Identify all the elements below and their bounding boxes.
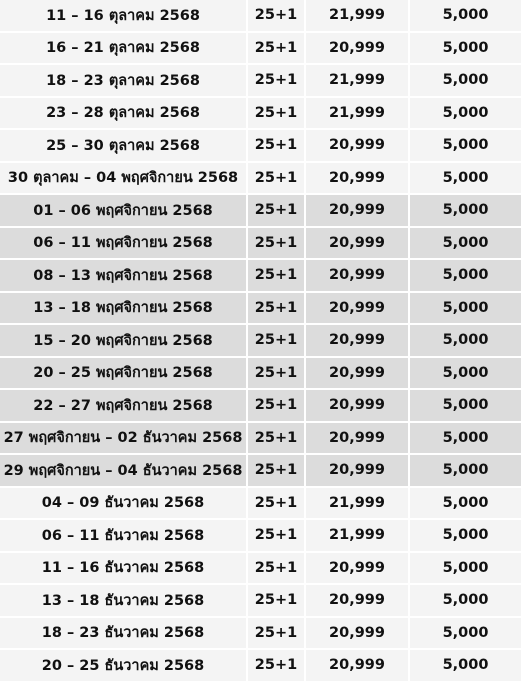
table-row bbox=[0, 292, 521, 325]
extra-charge-cell: 5,000 bbox=[409, 32, 521, 65]
departure-dates-cell: 20 – 25 ธันวาคม 2568 bbox=[0, 649, 247, 682]
group-size-cell: 25+1 bbox=[247, 552, 305, 585]
extra-charge-cell: 5,000 bbox=[409, 227, 521, 260]
group-size-cell: 25+1 bbox=[247, 649, 305, 682]
table-row bbox=[0, 324, 521, 357]
group-size-cell: 25+1 bbox=[247, 0, 305, 32]
group-size-cell: 25+1 bbox=[247, 162, 305, 195]
table-row bbox=[0, 64, 521, 97]
departure-dates-cell: 06 – 11 พฤศจิกายน 2568 bbox=[0, 227, 247, 260]
departure-dates-cell: 06 – 11 ธันวาคม 2568 bbox=[0, 519, 247, 552]
extra-charge-cell: 5,000 bbox=[409, 519, 521, 552]
table-row bbox=[0, 649, 521, 682]
group-size-cell: 25+1 bbox=[247, 487, 305, 520]
extra-charge-cell: 5,000 bbox=[409, 454, 521, 487]
price-cell: 21,999 bbox=[305, 487, 409, 520]
departure-dates-cell: 18 – 23 ธันวาคม 2568 bbox=[0, 617, 247, 650]
price-cell: 20,999 bbox=[305, 292, 409, 325]
group-size-cell: 25+1 bbox=[247, 422, 305, 455]
price-cell: 20,999 bbox=[305, 129, 409, 162]
extra-charge-cell: 5,000 bbox=[409, 487, 521, 520]
table-row bbox=[0, 617, 521, 650]
group-size-cell: 25+1 bbox=[247, 617, 305, 650]
table-row bbox=[0, 162, 521, 195]
departure-dates-cell: 13 – 18 พฤศจิกายน 2568 bbox=[0, 292, 247, 325]
group-size-cell: 25+1 bbox=[247, 129, 305, 162]
table-row bbox=[0, 454, 521, 487]
extra-charge-cell: 5,000 bbox=[409, 422, 521, 455]
table-row bbox=[0, 389, 521, 422]
departure-dates-cell: 29 พฤศจิกายน – 04 ธันวาคม 2568 bbox=[0, 454, 247, 487]
departure-dates-cell: 30 ตุลาคม – 04 พฤศจิกายน 2568 bbox=[0, 162, 247, 195]
table-row bbox=[0, 259, 521, 292]
group-size-cell: 25+1 bbox=[247, 389, 305, 422]
departure-dates-cell: 08 – 13 พฤศจิกายน 2568 bbox=[0, 259, 247, 292]
table-row bbox=[0, 552, 521, 585]
extra-charge-cell: 5,000 bbox=[409, 259, 521, 292]
extra-charge-cell: 5,000 bbox=[409, 162, 521, 195]
extra-charge-cell: 5,000 bbox=[409, 649, 521, 682]
price-cell: 20,999 bbox=[305, 32, 409, 65]
table-row bbox=[0, 97, 521, 130]
extra-charge-cell: 5,000 bbox=[409, 97, 521, 130]
departure-dates-cell: 20 – 25 พฤศจิกายน 2568 bbox=[0, 357, 247, 390]
departure-dates-cell: 23 – 28 ตุลาคม 2568 bbox=[0, 97, 247, 130]
extra-charge-cell: 5,000 bbox=[409, 617, 521, 650]
price-cell: 20,999 bbox=[305, 357, 409, 390]
price-cell: 20,999 bbox=[305, 389, 409, 422]
price-cell: 21,999 bbox=[305, 64, 409, 97]
price-cell: 20,999 bbox=[305, 584, 409, 617]
departure-dates-cell: 22 – 27 พฤศจิกายน 2568 bbox=[0, 389, 247, 422]
price-cell: 20,999 bbox=[305, 422, 409, 455]
departure-dates-cell: 11 – 16 ตุลาคม 2568 bbox=[0, 0, 247, 32]
group-size-cell: 25+1 bbox=[247, 227, 305, 260]
departure-dates-cell: 27 พฤศจิกายน – 02 ธันวาคม 2568 bbox=[0, 422, 247, 455]
extra-charge-cell: 5,000 bbox=[409, 194, 521, 227]
table-row bbox=[0, 584, 521, 617]
table-row bbox=[0, 519, 521, 552]
extra-charge-cell: 5,000 bbox=[409, 389, 521, 422]
group-size-cell: 25+1 bbox=[247, 584, 305, 617]
departure-dates-cell: 04 – 09 ธันวาคม 2568 bbox=[0, 487, 247, 520]
group-size-cell: 25+1 bbox=[247, 259, 305, 292]
table-row bbox=[0, 129, 521, 162]
extra-charge-cell: 5,000 bbox=[409, 292, 521, 325]
departure-dates-cell: 13 – 18 ธันวาคม 2568 bbox=[0, 584, 247, 617]
group-size-cell: 25+1 bbox=[247, 64, 305, 97]
departure-dates-cell: 15 – 20 พฤศจิกายน 2568 bbox=[0, 324, 247, 357]
group-size-cell: 25+1 bbox=[247, 97, 305, 130]
extra-charge-cell: 5,000 bbox=[409, 64, 521, 97]
departure-dates-cell: 16 – 21 ตุลาคม 2568 bbox=[0, 32, 247, 65]
extra-charge-cell: 5,000 bbox=[409, 324, 521, 357]
price-cell: 20,999 bbox=[305, 194, 409, 227]
table-row bbox=[0, 227, 521, 260]
group-size-cell: 25+1 bbox=[247, 324, 305, 357]
table-row bbox=[0, 32, 521, 65]
group-size-cell: 25+1 bbox=[247, 32, 305, 65]
extra-charge-cell: 5,000 bbox=[409, 357, 521, 390]
price-cell: 21,999 bbox=[305, 519, 409, 552]
group-size-cell: 25+1 bbox=[247, 194, 305, 227]
price-cell: 20,999 bbox=[305, 649, 409, 682]
extra-charge-cell: 5,000 bbox=[409, 552, 521, 585]
price-cell: 20,999 bbox=[305, 227, 409, 260]
group-size-cell: 25+1 bbox=[247, 357, 305, 390]
price-cell: 20,999 bbox=[305, 454, 409, 487]
extra-charge-cell: 5,000 bbox=[409, 584, 521, 617]
price-cell: 21,999 bbox=[305, 0, 409, 32]
departure-dates-cell: 11 – 16 ธันวาคม 2568 bbox=[0, 552, 247, 585]
departure-dates-cell: 18 – 23 ตุลาคม 2568 bbox=[0, 64, 247, 97]
price-cell: 20,999 bbox=[305, 162, 409, 195]
group-size-cell: 25+1 bbox=[247, 519, 305, 552]
group-size-cell: 25+1 bbox=[247, 292, 305, 325]
table-row bbox=[0, 422, 521, 455]
departure-dates-cell: 01 – 06 พฤศจิกายน 2568 bbox=[0, 194, 247, 227]
table-row bbox=[0, 487, 521, 520]
price-cell: 20,999 bbox=[305, 259, 409, 292]
price-cell: 20,999 bbox=[305, 617, 409, 650]
price-cell: 20,999 bbox=[305, 324, 409, 357]
extra-charge-cell: 5,000 bbox=[409, 129, 521, 162]
table-row bbox=[0, 357, 521, 390]
price-cell: 21,999 bbox=[305, 97, 409, 130]
table-row bbox=[0, 194, 521, 227]
extra-charge-cell: 5,000 bbox=[409, 0, 521, 32]
price-cell: 20,999 bbox=[305, 552, 409, 585]
group-size-cell: 25+1 bbox=[247, 454, 305, 487]
departure-dates-cell: 25 – 30 ตุลาคม 2568 bbox=[0, 129, 247, 162]
table-row bbox=[0, 0, 521, 32]
